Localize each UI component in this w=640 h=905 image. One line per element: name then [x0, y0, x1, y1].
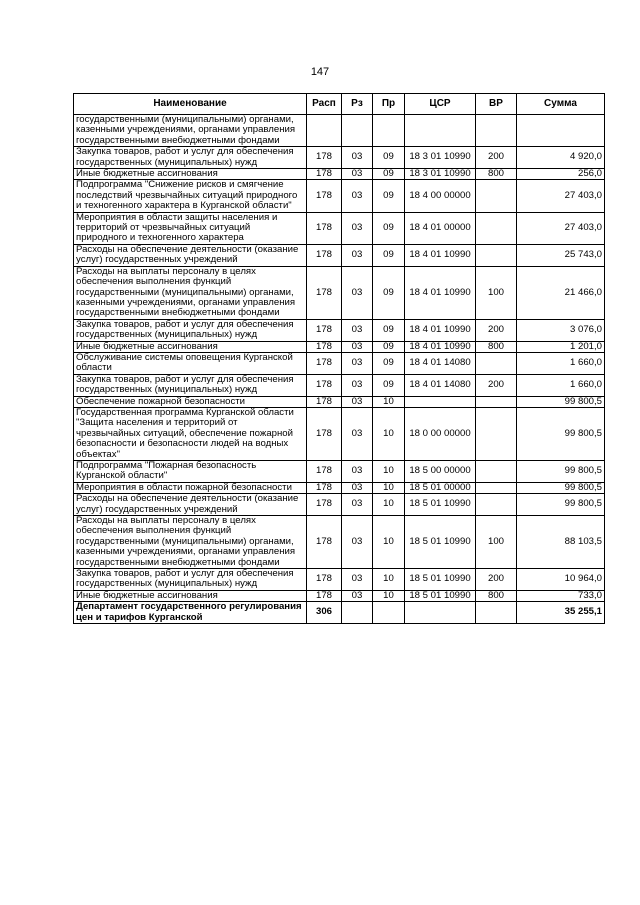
cell-csr: 18 4 01 14080 [405, 352, 476, 374]
table-header-row [74, 94, 605, 115]
cell-name: Департамент государственного регулирования цен и тарифов Курганской [74, 602, 307, 624]
cell-sum: 99 800,5 [517, 461, 605, 483]
table-row [74, 212, 605, 244]
cell-rz: 03 [342, 494, 373, 516]
cell-rasp: 178 [307, 266, 342, 319]
cell-rz: 03 [342, 352, 373, 374]
cell-sum: 27 403,0 [517, 180, 605, 212]
cell-vr [476, 407, 517, 460]
cell-sum: 733,0 [517, 590, 605, 601]
cell-vr [476, 180, 517, 212]
table-row [74, 516, 605, 569]
cell-sum: 1 660,0 [517, 352, 605, 374]
cell-name: Обеспечение пожарной безопасности [74, 396, 307, 407]
budget-table [73, 93, 605, 624]
cell-vr: 100 [476, 516, 517, 569]
cell-csr [405, 115, 476, 147]
cell-rz: 03 [342, 482, 373, 493]
cell-sum: 99 800,5 [517, 396, 605, 407]
cell-csr: 18 0 00 00000 [405, 407, 476, 460]
table-row [74, 352, 605, 374]
cell-name: Мероприятия в области пожарной безопасности [74, 482, 307, 493]
cell-vr [476, 212, 517, 244]
cell-rasp: 306 [307, 602, 342, 624]
cell-rasp: 178 [307, 180, 342, 212]
cell-pr: 10 [373, 569, 405, 591]
cell-rasp: 178 [307, 569, 342, 591]
cell-rz: 03 [342, 396, 373, 407]
cell-csr: 18 3 01 10990 [405, 169, 476, 180]
cell-csr: 18 4 01 10990 [405, 319, 476, 341]
header-csr: ЦСР [405, 94, 476, 115]
cell-rz: 03 [342, 341, 373, 352]
cell-rz: 03 [342, 461, 373, 483]
cell-pr: 10 [373, 407, 405, 460]
cell-csr [405, 602, 476, 624]
cell-pr: 09 [373, 180, 405, 212]
cell-vr: 800 [476, 590, 517, 601]
cell-rasp: 178 [307, 352, 342, 374]
table-row [74, 374, 605, 396]
cell-rz: 03 [342, 266, 373, 319]
cell-sum: 99 800,5 [517, 482, 605, 493]
cell-rz: 03 [342, 569, 373, 591]
cell-pr [373, 602, 405, 624]
cell-rz [342, 115, 373, 147]
cell-sum: 88 103,5 [517, 516, 605, 569]
cell-rz: 03 [342, 212, 373, 244]
cell-sum: 1 201,0 [517, 341, 605, 352]
cell-rz: 03 [342, 244, 373, 266]
table-row [74, 319, 605, 341]
page-number: 147 [310, 66, 330, 78]
cell-sum: 25 743,0 [517, 244, 605, 266]
cell-csr: 18 4 01 00000 [405, 212, 476, 244]
cell-vr [476, 602, 517, 624]
cell-vr: 200 [476, 319, 517, 341]
cell-name: Мероприятия в области защиты населения и территорий от чрезвычайных ситуаций природного и техногенного характера [74, 212, 307, 244]
cell-name: Закупка товаров, работ и услуг для обеспечения государственных (муниципальных) нужд [74, 569, 307, 591]
cell-vr: 100 [476, 266, 517, 319]
table-row [74, 461, 605, 483]
cell-rz: 03 [342, 516, 373, 569]
cell-csr: 18 5 01 10990 [405, 569, 476, 591]
cell-csr: 18 4 01 14080 [405, 374, 476, 396]
table-row [74, 169, 605, 180]
cell-pr: 10 [373, 461, 405, 483]
cell-vr [476, 115, 517, 147]
cell-csr: 18 4 01 10990 [405, 266, 476, 319]
cell-csr: 18 5 01 10990 [405, 590, 476, 601]
table-row [74, 147, 605, 169]
table-row [74, 407, 605, 460]
cell-name: Иные бюджетные ассигнования [74, 341, 307, 352]
table-row [74, 590, 605, 601]
cell-rasp: 178 [307, 244, 342, 266]
cell-sum: 4 920,0 [517, 147, 605, 169]
cell-pr: 09 [373, 266, 405, 319]
cell-pr: 09 [373, 374, 405, 396]
table-row [74, 244, 605, 266]
table-row [74, 602, 605, 624]
cell-pr: 10 [373, 494, 405, 516]
cell-rasp: 178 [307, 212, 342, 244]
cell-rz: 03 [342, 590, 373, 601]
header-rasp: Расп [307, 94, 342, 115]
cell-rasp: 178 [307, 482, 342, 493]
cell-csr [405, 396, 476, 407]
cell-vr: 200 [476, 374, 517, 396]
cell-pr: 09 [373, 147, 405, 169]
header-name: Наименование [74, 94, 307, 115]
cell-sum: 27 403,0 [517, 212, 605, 244]
cell-name: Расходы на выплаты персоналу в целях обеспечения выполнения функций государственными (муниципальными) органами, казенными учреждениями, органами управления государственными внебюджетными фондами [74, 266, 307, 319]
cell-sum: 21 466,0 [517, 266, 605, 319]
cell-rasp: 178 [307, 374, 342, 396]
cell-rz: 03 [342, 407, 373, 460]
cell-pr: 09 [373, 244, 405, 266]
cell-name: Иные бюджетные ассигнования [74, 169, 307, 180]
table-row [74, 569, 605, 591]
table-row [74, 482, 605, 493]
cell-rasp: 178 [307, 396, 342, 407]
cell-rasp: 178 [307, 169, 342, 180]
table-row [74, 341, 605, 352]
cell-rasp: 178 [307, 516, 342, 569]
cell-name: Подпрограмма "Снижение рисков и смягчение последствий чрезвычайных ситуаций природного и техногенного характера в Курганской области" [74, 180, 307, 212]
cell-rasp: 178 [307, 407, 342, 460]
cell-vr [476, 244, 517, 266]
cell-csr: 18 3 01 10990 [405, 147, 476, 169]
cell-rz: 03 [342, 319, 373, 341]
cell-pr: 10 [373, 482, 405, 493]
cell-rasp [307, 115, 342, 147]
cell-csr: 18 4 00 00000 [405, 180, 476, 212]
cell-rz: 03 [342, 180, 373, 212]
cell-vr [476, 494, 517, 516]
cell-vr: 200 [476, 147, 517, 169]
cell-pr [373, 115, 405, 147]
cell-name: Государственная программа Курганской области "Защита населения и территорий от чрезвычайных ситуаций, обеспечение пожарной безопасности и безопасности людей на водных объектах" [74, 407, 307, 460]
header-pr: Пр [373, 94, 405, 115]
cell-rz: 03 [342, 147, 373, 169]
cell-rz: 03 [342, 374, 373, 396]
table-row [74, 494, 605, 516]
cell-pr: 09 [373, 212, 405, 244]
cell-sum: 10 964,0 [517, 569, 605, 591]
cell-sum: 256,0 [517, 169, 605, 180]
cell-sum [517, 115, 605, 147]
cell-name: Обслуживание системы оповещения Курганской области [74, 352, 307, 374]
cell-rasp: 178 [307, 461, 342, 483]
cell-rasp: 178 [307, 147, 342, 169]
cell-rasp: 178 [307, 319, 342, 341]
cell-rasp: 178 [307, 494, 342, 516]
cell-sum: 35 255,1 [517, 602, 605, 624]
cell-csr: 18 5 01 10990 [405, 494, 476, 516]
cell-vr: 800 [476, 341, 517, 352]
cell-rasp: 178 [307, 341, 342, 352]
cell-vr [476, 352, 517, 374]
cell-name: Закупка товаров, работ и услуг для обеспечения государственных (муниципальных) нужд [74, 147, 307, 169]
cell-pr: 09 [373, 169, 405, 180]
cell-sum: 99 800,5 [517, 494, 605, 516]
cell-pr: 09 [373, 319, 405, 341]
cell-name: Подпрограмма "Пожарная безопасность Курганской области" [74, 461, 307, 483]
table-row [74, 180, 605, 212]
cell-pr: 10 [373, 516, 405, 569]
header-vr: ВР [476, 94, 517, 115]
cell-sum: 99 800,5 [517, 407, 605, 460]
cell-csr: 18 4 01 10990 [405, 244, 476, 266]
cell-vr [476, 461, 517, 483]
cell-name: Расходы на обеспечение деятельности (оказание услуг) государственных учреждений [74, 244, 307, 266]
cell-vr [476, 396, 517, 407]
cell-vr: 800 [476, 169, 517, 180]
cell-name: государственными (муниципальными) органами, казенными учреждениями, органами управления государственными внебюджетными фондами [74, 115, 307, 147]
cell-csr: 18 5 00 00000 [405, 461, 476, 483]
table-body [74, 115, 605, 624]
table-row [74, 115, 605, 147]
cell-pr: 10 [373, 590, 405, 601]
header-rz: Рз [342, 94, 373, 115]
table-row [74, 396, 605, 407]
cell-name: Иные бюджетные ассигнования [74, 590, 307, 601]
cell-csr: 18 5 01 10990 [405, 516, 476, 569]
cell-name: Расходы на выплаты персоналу в целях обеспечения выполнения функций государственными (муниципальными) органами, казенными учреждениями, органами управления государственными внебюджетными фондами [74, 516, 307, 569]
table-row [74, 266, 605, 319]
cell-rz: 03 [342, 169, 373, 180]
cell-pr: 09 [373, 341, 405, 352]
cell-vr [476, 482, 517, 493]
cell-pr: 09 [373, 352, 405, 374]
cell-rasp: 178 [307, 590, 342, 601]
cell-csr: 18 4 01 10990 [405, 341, 476, 352]
cell-csr: 18 5 01 00000 [405, 482, 476, 493]
cell-rz [342, 602, 373, 624]
cell-sum: 3 076,0 [517, 319, 605, 341]
cell-name: Расходы на обеспечение деятельности (оказание услуг) государственных учреждений [74, 494, 307, 516]
cell-sum: 1 660,0 [517, 374, 605, 396]
cell-pr: 10 [373, 396, 405, 407]
cell-vr: 200 [476, 569, 517, 591]
header-sum: Сумма [517, 94, 605, 115]
cell-name: Закупка товаров, работ и услуг для обеспечения государственных (муниципальных) нужд [74, 319, 307, 341]
cell-name: Закупка товаров, работ и услуг для обеспечения государственных (муниципальных) нужд [74, 374, 307, 396]
